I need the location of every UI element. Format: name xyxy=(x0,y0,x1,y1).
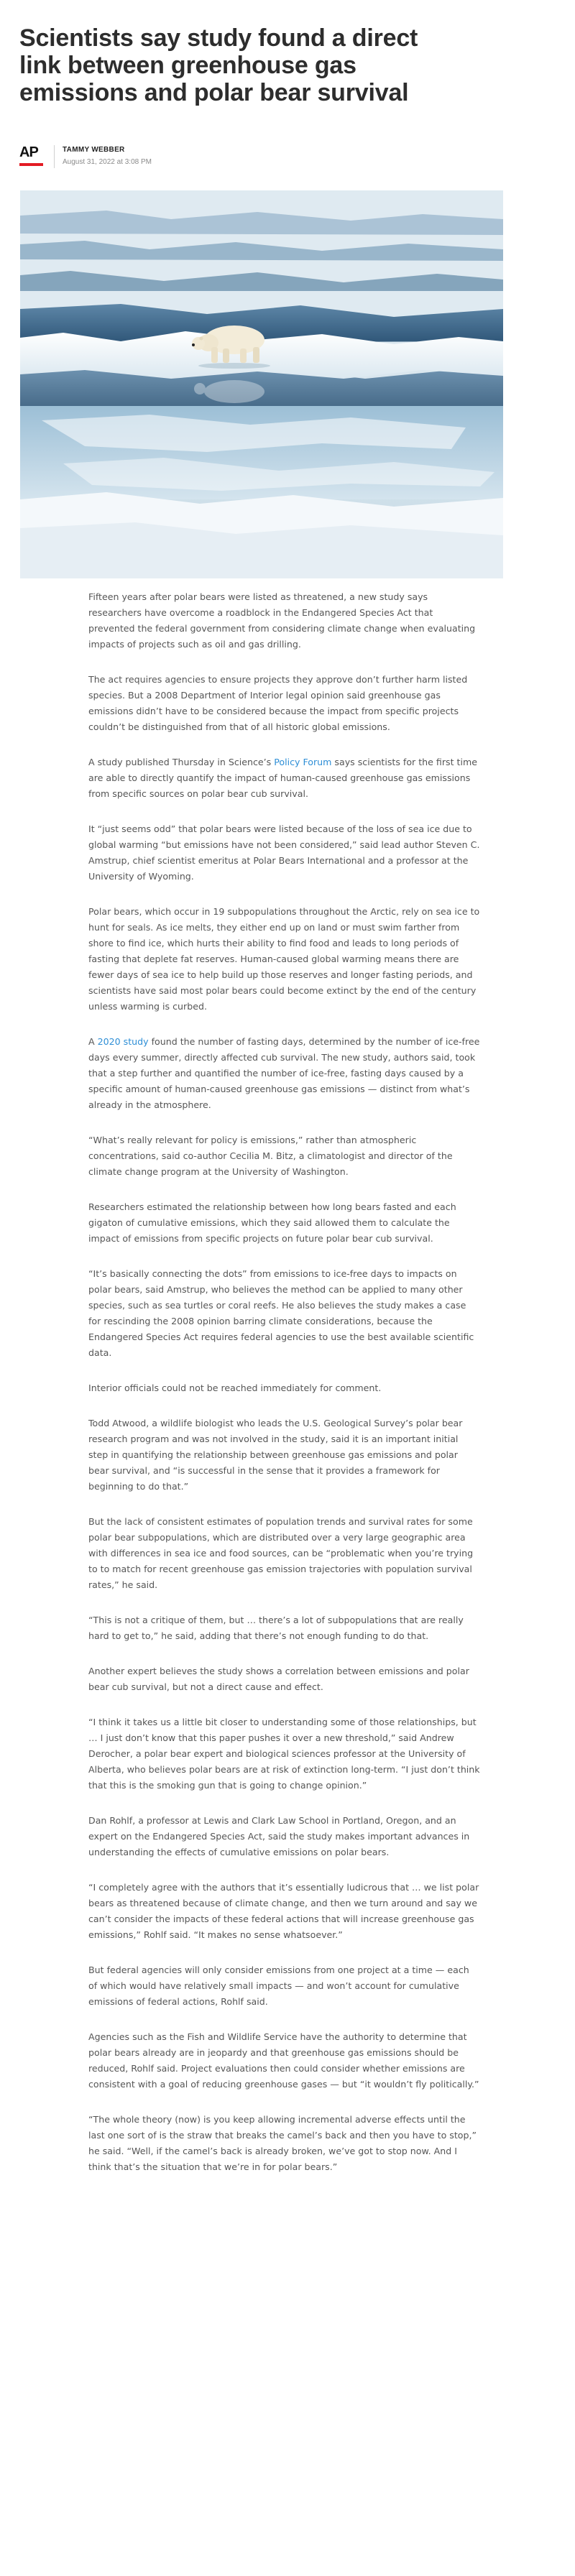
paragraph: Todd Atwood, a wildlife biologist who leads the U.S. Geological Survey’s polar bear research program and was not involved in the study, said it is an important initial step in quantifying the relationship between greenhouse gas emissions and polar bear survival, and “is successful in the sense that it provides a framework for beginning to do that.” xyxy=(88,1418,463,1492)
article-body xyxy=(88,589,480,2194)
polar-bear-on-sea-ice-icon xyxy=(20,190,503,578)
byline xyxy=(19,142,307,174)
paragraph: “This is not a critique of them, but … there’s a lot of subpopulations that are really hard to get to,” he said, adding that there’s not enough funding to do that. xyxy=(88,1615,464,1641)
ap-logo-bar xyxy=(19,163,43,166)
paragraph: “What’s really relevant for policy is emissions,” rather than atmospheric concentrations, said co-author Cecilia M. Bitz, a climatologist and director of the climate change program at the University of Washington. xyxy=(88,1135,453,1177)
paragraph: The act requires agencies to ensure projects they approve don’t further harm listed species. But a 2008 Department of Interior legal opinion said greenhouse gas emissions didn’t have to be considered because the impact from specific projects couldn’t be distinguished from that of all historic global emissions. xyxy=(88,674,468,732)
paragraph: But federal agencies will only consider emissions from one project at a time — each of which would have relatively small impacts — and won’t account for cumulative emissions of federal actions, Rohlf said. xyxy=(88,1965,469,2007)
article-headline: Scientists say study found a direct link between greenhouse gas emissions and polar bear survival xyxy=(19,24,418,106)
paragraph: But the lack of consistent estimates of population trends and survival rates for some polar bear subpopulations, which are distributed over a very large geographic area with differences in sea ice and food sources, can be “problematic when you’re trying to to match for recent greenhouse gas emission trajectories with population survival rates,” he said. xyxy=(88,1516,474,1590)
paragraph-text: says scientists for the first time are able to directly quantify the impact of human-caused greenhouse gas emissions from specific sources on polar bear cub survival. xyxy=(88,757,477,799)
paragraph: Dan Rohlf, a professor at Lewis and Clark Law School in Portland, Oregon, and an expert on the Endangered Species Act, said the study makes important advances in understanding the effects of cumulative emissions on polar bears. xyxy=(88,1815,470,1857)
paragraph: Researchers estimated the relationship between how long bears fasted and each gigaton of cumulative emissions, which they said allowed them to calculate the impact of emissions from specific projects on future polar bear cub survival. xyxy=(88,1201,456,1244)
paragraph: Polar bears, which occur in 19 subpopulations throughout the Arctic, rely on sea ice to hunt for seals. As ice melts, they either end up on land or must swim farther from shore to find ice, which hurts their ability to find food and leads to long periods of fasting that deplete fat reserves. Human-caused global warming means there are fewer days of sea ice to help build up those reserves and longer fasting periods, and scientists have said most polar bears could become extinct by the end of the century unless warming is curbed. xyxy=(88,906,480,1012)
polar-bear-photo xyxy=(20,190,575,578)
paragraph: Another expert believes the study shows a correlation between emissions and polar bear cub survival, but not a direct cause and effect. xyxy=(88,1666,469,1692)
byline-divider xyxy=(54,145,55,168)
author-name[interactable]: TAMMY WEBBER xyxy=(63,146,125,154)
paragraph: “I think it takes us a little bit closer to understanding some of those relationships, but … I just don’t know that this paper pushes it over a new threshold,” said Andrew Derocher, a polar bear expert and biological sciences professor at the University of Alberta, who believes polar bears are at risk of extinction long-term. “I just don’t think that this is the smoking gun that is going to change opinion.” xyxy=(88,1717,480,1791)
paragraph: “I completely agree with the authors that it’s essentially ludicrous that … we list polar bears as threatened because of climate change, and then we turn around and say we can’t consider the impacts of these federal actions that will increase greenhouse gas emissions,” Rohlf said. “It makes no sense whatsoever.” xyxy=(88,1882,479,1940)
paragraph-text: A study published Thursday in Science’s xyxy=(88,757,275,767)
policy-forum-link[interactable]: Policy Forum xyxy=(274,757,332,767)
paragraph: Interior officials could not be reached immediately for comment. xyxy=(88,1382,382,1393)
paragraph xyxy=(88,1034,480,1113)
ap-logo-letters: AP xyxy=(19,144,38,160)
paragraph: Agencies such as the Fish and Wildlife Service have the authority to determine that polar bears already are in jeopardy and that greenhouse gas emissions should be reduced, Rohlf said. Project evaluations then could consider whether emissions are consistent with a goal of reducing greenhouse gases — but “it wouldn’t fly politically.” xyxy=(88,2031,479,2090)
paragraph: It “just seems odd” that polar bears were listed because of the loss of sea ice due to global warming “but emissions have not been considered,” said lead author Steven C. Amstrup, chief scientist emeritus at Polar Bears International and a professor at the University of Wyoming. xyxy=(88,823,480,882)
ap-logo[interactable] xyxy=(19,144,44,170)
paragraph xyxy=(88,754,480,802)
paragraph: “It’s basically connecting the dots” from emissions to ice-free days to impacts on polar bears, said Amstrup, who believes the method can be applied to many other species, such as sea turtles or coral reefs. He also believes the study makes a case for rescinding the 2008 opinion barring climate considerations, because the Endangered Species Act requires federal agencies to use the best available scientific data. xyxy=(88,1268,474,1358)
paragraph: Fifteen years after polar bears were listed as threatened, a new study says researchers have overcome a roadblock in the Endangered Species Act that prevented the federal government from considering climate change when evaluating impacts of projects such as oil and gas drilling. xyxy=(88,591,476,650)
paragraph: “The whole theory (now) is you keep allowing incremental adverse effects until the last one sort of is the straw that breaks the camel’s back and then you have to stop,” he said. “Well, if the camel’s back is already broken, we’ve got to stop now. And I think that’s the situation that we’re in for polar bears.” xyxy=(88,2114,477,2172)
publish-timestamp: August 31, 2022 at 3:08 PM xyxy=(63,158,152,166)
paragraph-text: found the number of fasting days, determined by the number of ice-free days every summer, directly affected cub survival. The new study, authors said, took that a step further and quantified the number of ice-free, fasting days caused by a specific amount of human-caused greenhouse gas emissions — distinct from what’s already in the atmosphere. xyxy=(88,1036,480,1110)
2020-study-link[interactable]: 2020 study xyxy=(97,1036,149,1047)
paragraph-text: A xyxy=(88,1036,98,1047)
